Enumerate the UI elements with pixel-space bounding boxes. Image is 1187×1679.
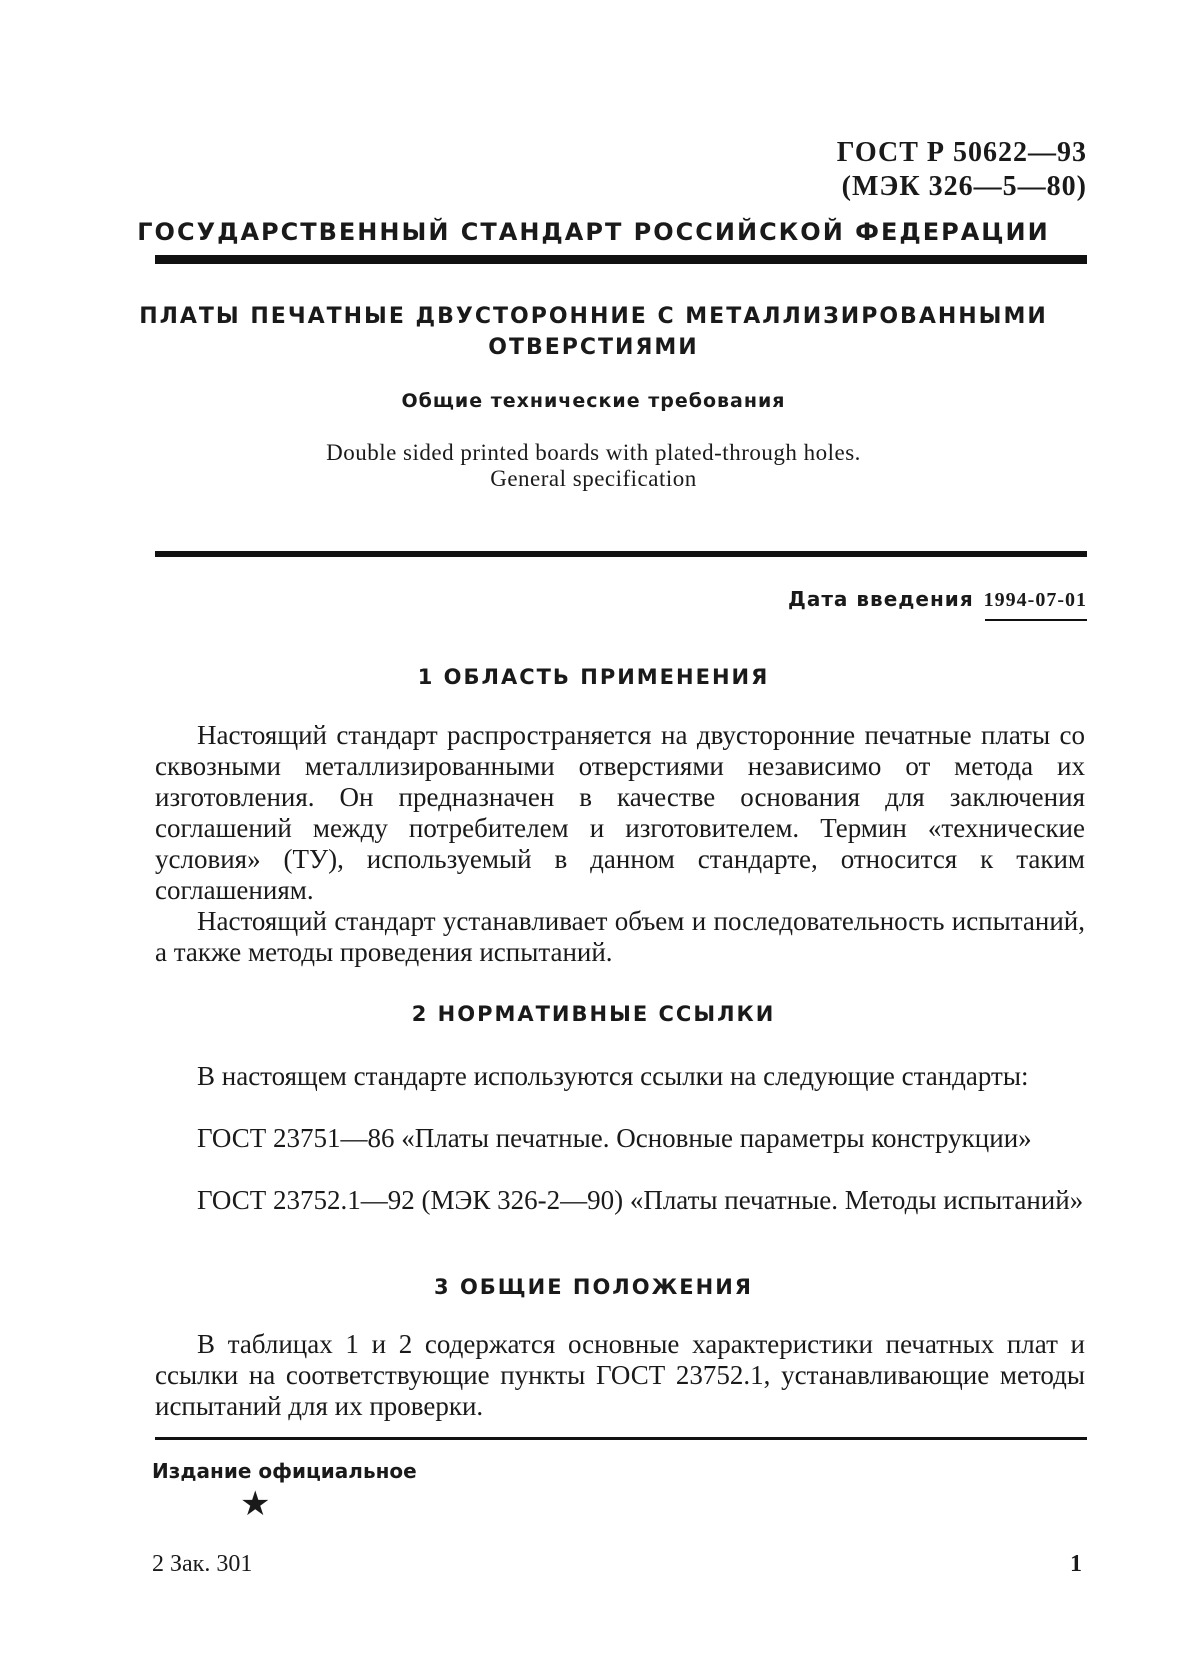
official-edition-label: Издание официальное xyxy=(152,1459,417,1483)
section-2-reference-2 xyxy=(155,1185,1085,1216)
header-rule xyxy=(155,255,1087,264)
star-icon: ★ xyxy=(240,1486,271,1523)
standard-organization: ГОСУДАРСТВЕННЫЙ СТАНДАРТ РОССИЙСКОЙ ФЕДЕРАЦИИ xyxy=(137,218,1050,246)
title-line-2: ОТВЕРСТИЯМИ xyxy=(488,335,699,360)
section-2-paragraph-1-text: В настоящем стандарте используются ссылки на следующие стандарты: xyxy=(197,1061,1029,1091)
footer-rule xyxy=(155,1437,1087,1440)
english-title-line-1: Double sided printed boards with plated-through holes. xyxy=(326,440,861,465)
introduction-date xyxy=(788,587,1087,612)
iec-code: (МЭК 326—5—80) xyxy=(841,171,1087,202)
document-code-block xyxy=(837,136,1087,204)
section-3-paragraph-1 xyxy=(155,1329,1085,1422)
intro-date-value: 1994-07-01 xyxy=(983,589,1087,611)
document-title xyxy=(0,301,1187,363)
section-1-paragraph-1 xyxy=(155,720,1085,906)
section-2-reference-1 xyxy=(155,1123,1085,1154)
order-number: 2 Зак. 301 xyxy=(152,1551,253,1577)
intro-date-label: Дата введения xyxy=(788,587,974,611)
section-2-reference-1-text: ГОСТ 23751—86 «Платы печатные. Основные параметры конструкции» xyxy=(197,1123,1032,1153)
english-title-line-2: General specification xyxy=(490,466,697,491)
section-3-paragraph-1-text: В таблицах 1 и 2 содержатся основные характеристики печатных плат и ссылки на соответствующие пункты ГОСТ 23752.1, устанавливающие методы испытаний для их проверки. xyxy=(155,1329,1085,1421)
section-1-paragraph-2-text: Настоящий стандарт устанавливает объем и последовательность испытаний, а также методы проведения испытаний. xyxy=(155,906,1085,967)
english-title xyxy=(0,440,1187,492)
section-1-paragraph-1-text: Настоящий стандарт распространяется на двусторонние печатные платы со сквозными металлизированными отверстиями независимо от метода их изготовления. Он предназначен в качестве основания для заключения соглашений между потребителем и изготовителем. Термин «технические условия» (ТУ), используемый в данном стандарте, относится к таким соглашениям. xyxy=(155,720,1085,905)
gost-code: ГОСТ Р 50622—93 xyxy=(836,137,1087,168)
date-underline xyxy=(985,619,1087,621)
section-3-heading: 3 ОБЩИЕ ПОЛОЖЕНИЯ xyxy=(434,1275,753,1299)
document-subtitle: Общие технические требования xyxy=(401,390,786,412)
section-1-heading: 1 ОБЛАСТЬ ПРИМЕНЕНИЯ xyxy=(417,665,770,689)
section-1-paragraph-2 xyxy=(155,906,1085,968)
title-line-1: ПЛАТЫ ПЕЧАТНЫЕ ДВУСТОРОННИЕ С МЕТАЛЛИЗИРОВАННЫМИ xyxy=(139,304,1048,329)
section-2-paragraph-1 xyxy=(155,1061,1085,1092)
title-rule xyxy=(155,551,1087,557)
page-number: 1 xyxy=(1070,1551,1082,1577)
section-2-heading: 2 НОРМАТИВНЫЕ ССЫЛКИ xyxy=(411,1002,776,1026)
section-2-reference-2-text: ГОСТ 23752.1—92 (МЭК 326-2—90) «Платы печатные. Методы испытаний» xyxy=(197,1185,1084,1215)
